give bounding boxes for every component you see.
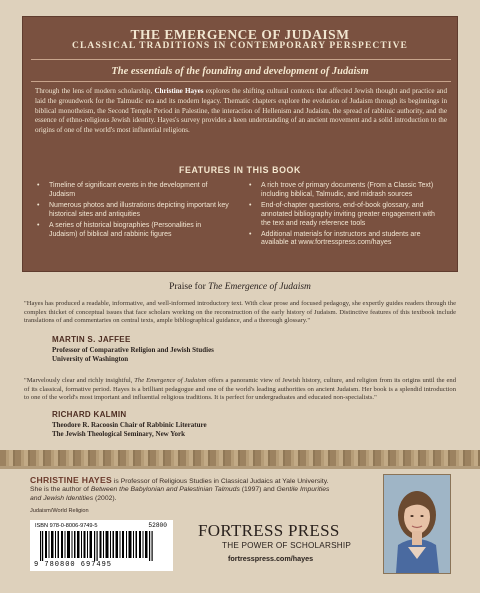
publisher-url: fortresspress.com/hayes [228, 554, 314, 563]
barcode [30, 520, 173, 571]
intro-paragraph: Through the lens of modern scholarship, Christine Hayes explores the shifting cultural contexts that affected Jewish thought and practice and laid the groundwork for the Talmudic era and its modern legacy. Thematic chapters explore the evolution of Judaism through its beginnings in biblical monotheism, the Second Temple Period in Palestine, the interaction of Hellenism and Judaism, the spread of rabbinic authority, and the essence of ethno-religious Jewish identity. Hayes's survey provides a keen understanding of an ancient movement and a solid introduction to the origins of one of the world's most influential religions. [35, 87, 447, 135]
feature-item: • Numerous photos and illustrations depicting important key historical sites and antiquities [35, 202, 231, 220]
features-heading: FEATURES IN THIS BOOK [179, 165, 301, 175]
barcode-number: 9 780800 697495 [34, 561, 113, 569]
feature-item: • A rich trove of primary documents (From a Classic Text) including biblical, Talmudic, and midrash sources [247, 182, 443, 200]
features-list-right [247, 182, 443, 250]
divider [31, 81, 451, 82]
category-label: Judaism/World Religion [30, 508, 89, 514]
author-bio: CHRISTINE HAYES is Professor of Religious Studies in Classical Judaics at Yale University. She is the author of Between the Babylonian and Palestinian Talmuds (1997) and Gentile Impurities and Jewish Identities (2002). [30, 475, 330, 502]
author-photo [383, 474, 451, 574]
feature-item: • Additional materials for instructors and students are available at www.fortresspress.com/hayes [247, 231, 443, 249]
author-name: Christine Hayes [154, 87, 204, 95]
endorser-institution: University of Washington [52, 355, 129, 363]
praise-heading: Praise for The Emergence of Judaism [169, 282, 311, 292]
endorsement-quote: "Marvelously clear and richly insightful, The Emergence of Judaism offers a panoramic view of Jewish history, culture, and religion from its origins until the end of its classical, formative period. Hayes is a brilliant pedagogue and one of the world's leading authorities on ancient Judaism. Her book is a splendid introduction to one of the world's most important and influential religious traditions. It is perfect for undergraduates and educated non-specialists." [24, 377, 456, 402]
decorative-band-edge [0, 466, 480, 469]
book-title: THE EMERGENCE OF JUDAISM [130, 27, 350, 42]
endorser-name: MARTIN S. JAFFEE [52, 335, 131, 344]
feature-item: • A series of historical biographies (Personalities in Judaism) of biblical and rabbinic figures [35, 222, 231, 240]
summary-panel [22, 16, 458, 272]
endorsement-quote: "Hayes has produced a readable, informative, and well-informed introductory text. With clear prose and focused pedagogy, she expertly guides readers through the complex thicket of conceptual issues that face scholars working on the reconstruction of the early history of Judaism. Distinctive features of this textbook include translations of and commentaries on central texts, ample bibliographical guidance, and a thorough glossary." [24, 300, 456, 325]
barcode-bars [38, 531, 166, 561]
endorser-title: Professor of Comparative Religion and Jewish Studies [52, 346, 214, 354]
price-code: 52800 [148, 522, 167, 529]
tagline: The essentials of the founding and development of Judaism [111, 66, 369, 77]
feature-item: • Timeline of significant events in the development of Judaism [35, 182, 231, 200]
endorser-institution: The Jewish Theological Seminary, New York [52, 430, 186, 438]
publisher-name: FORTRESS PRESS [198, 521, 340, 540]
endorser-name: RICHARD KALMIN [52, 410, 127, 419]
decorative-mosaic-band [0, 450, 480, 466]
features-list-left [35, 182, 231, 241]
isbn-label: ISBN 978-0-8006-9749-5 [35, 523, 98, 529]
feature-item: • End-of-chapter questions, end-of-book glossary, and annotated bibliography inviting greater engagement with the text and ready reference tools [247, 202, 443, 229]
publisher-slogan: THE POWER OF SCHOLARSHIP [222, 541, 351, 550]
divider [31, 59, 451, 60]
endorser-title: Theodore R. Racoosin Chair of Rabbinic Literature [52, 421, 207, 429]
book-subtitle: CLASSICAL TRADITIONS IN CONTEMPORARY PERSPECTIVE [72, 41, 408, 51]
